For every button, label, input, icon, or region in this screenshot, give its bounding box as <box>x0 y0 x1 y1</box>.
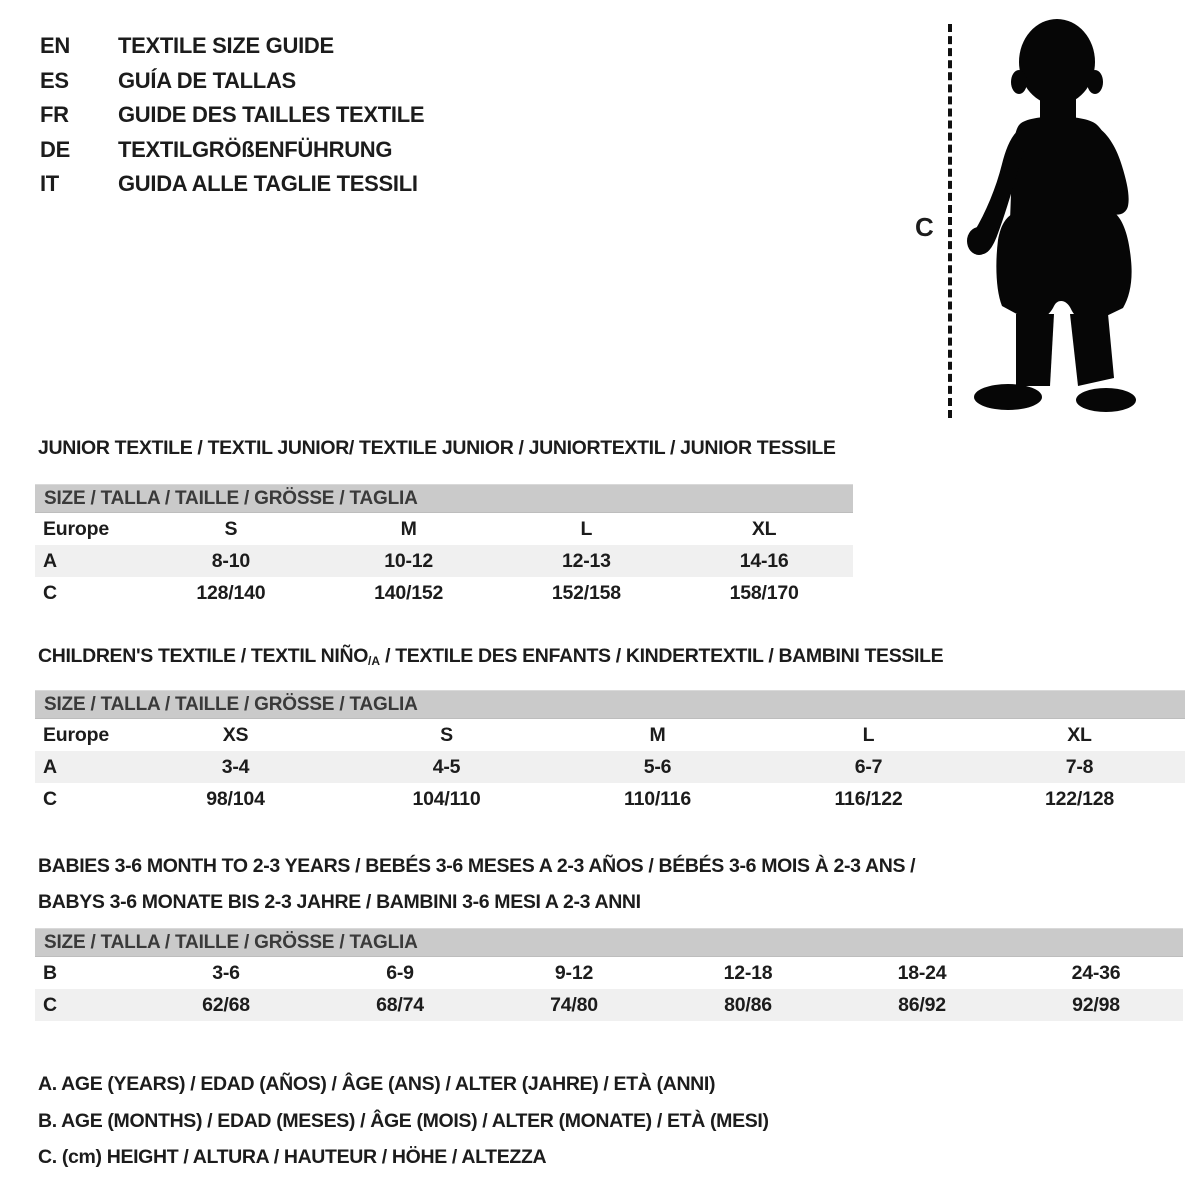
table-cell: M <box>649 723 666 746</box>
table-cell: 8-10 <box>211 549 250 572</box>
table-cell: 152/158 <box>551 581 621 604</box>
babies-title-line1: BABIES 3-6 MONTH TO 2-3 YEARS / BEBÉS 3-6 MESES A 2-3 AÑOS / BÉBÉS 3-6 MOIS À 2-3 ANS / <box>38 855 916 877</box>
junior-section-title: JUNIOR TEXTILE / TEXTIL JUNIOR/ TEXTILE JUNIOR / JUNIORTEXTIL / JUNIOR TESSILE <box>38 437 836 459</box>
table-row <box>35 751 1185 783</box>
guide-title-text: GUIDE DES TAILLES TEXTILE <box>118 102 425 128</box>
table-cell: 128/140 <box>196 581 266 604</box>
table-cell: XS <box>222 723 249 746</box>
nino-a-subscript: /A <box>368 654 381 668</box>
table-row <box>35 957 1183 989</box>
table-cell: 74/80 <box>550 993 598 1016</box>
children-section-title <box>38 645 943 668</box>
children-title-prefix: CHILDREN'S TEXTILE / TEXTIL NIÑO <box>38 645 369 667</box>
toddler-silhouette-image <box>960 16 1140 416</box>
table-cell: 116/122 <box>834 787 903 810</box>
table-row <box>35 545 853 577</box>
table-row <box>35 783 1185 815</box>
guide-title-block <box>40 29 424 202</box>
table-row <box>35 577 853 609</box>
table-cell: XL <box>1067 723 1092 746</box>
language-row <box>40 98 424 133</box>
row-label: A <box>43 755 57 778</box>
row-label: C <box>43 787 57 810</box>
language-code: IT <box>40 171 59 197</box>
language-code: DE <box>40 136 70 162</box>
row-label: B <box>43 961 57 984</box>
babies-title-line2: BABYS 3-6 MONATE BIS 2-3 JAHRE / BAMBINI 3-6 MESI A 2-3 ANNI <box>38 891 641 913</box>
table-cell: 140/152 <box>374 581 444 604</box>
row-label: C <box>43 993 57 1016</box>
table-row <box>35 719 1185 751</box>
table-cell: 92/98 <box>1072 993 1120 1016</box>
table-cell: M <box>400 517 417 540</box>
row-label: Europe <box>43 723 109 746</box>
table-cell: 12-13 <box>561 549 611 572</box>
guide-title-text: GUIDA ALLE TAGLIE TESSILI <box>118 171 418 197</box>
row-label: Europe <box>43 517 109 540</box>
table-cell: 12-18 <box>723 961 773 984</box>
table-cell: 9-12 <box>554 961 594 984</box>
table-cell: 10-12 <box>384 549 434 572</box>
language-code: EN <box>40 33 70 59</box>
babies-size-header: SIZE / TALLA / TAILLE / GRÖSSE / TAGLIA <box>35 928 1183 957</box>
table-cell: 62/68 <box>202 993 250 1016</box>
legend-line: A. AGE (YEARS) / EDAD (AÑOS) / ÂGE (ANS) / ALTER (JAHRE) / ETÀ (ANNI) <box>38 1073 716 1095</box>
language-code: FR <box>40 102 69 128</box>
table-cell: 6-7 <box>854 755 883 778</box>
table-cell: 4-5 <box>432 755 461 778</box>
table-cell: 5-6 <box>643 755 672 778</box>
table-cell: XL <box>751 517 777 540</box>
table-cell: 158/170 <box>729 581 799 604</box>
legend-block <box>38 1066 769 1176</box>
guide-title-text: GUÍA DE TALLAS <box>118 67 296 93</box>
table-row <box>35 513 853 545</box>
height-measure-label: C <box>915 212 934 242</box>
table-cell: 68/74 <box>376 993 424 1016</box>
table-cell: 3-6 <box>212 961 240 984</box>
table-cell: 104/110 <box>412 787 481 810</box>
children-title-suffix: / TEXTILE DES ENFANTS / KINDERTEXTIL / BAMBINI TESSILE <box>380 645 944 667</box>
language-row <box>40 167 424 202</box>
language-code: ES <box>40 67 69 93</box>
junior-size-header: SIZE / TALLA / TAILLE / GRÖSSE / TAGLIA <box>35 484 853 513</box>
table-cell: S <box>224 517 238 540</box>
table-cell: 80/86 <box>724 993 772 1016</box>
table-cell: 86/92 <box>898 993 946 1016</box>
table-cell: 110/116 <box>624 787 691 810</box>
table-cell: 14-16 <box>739 549 789 572</box>
children-size-table <box>35 719 1185 815</box>
table-cell: 7-8 <box>1065 755 1094 778</box>
legend-line: C. (cm) HEIGHT / ALTURA / HAUTEUR / HÖHE / ALTEZZA <box>38 1146 547 1168</box>
height-measure-line <box>948 24 952 418</box>
table-row <box>35 989 1183 1021</box>
table-cell: L <box>862 723 875 746</box>
table-cell: 98/104 <box>206 787 265 810</box>
table-cell: S <box>440 723 453 746</box>
guide-title-text: TEXTILGRÖßENFÜHRUNG <box>118 136 393 162</box>
table-cell: 18-24 <box>897 961 947 984</box>
table-cell: 3-4 <box>221 755 250 778</box>
table-cell: 122/128 <box>1044 787 1115 810</box>
legend-line: B. AGE (MONTHS) / EDAD (MESES) / ÂGE (MOIS) / ALTER (MONATE) / ETÀ (MESI) <box>38 1109 769 1132</box>
children-size-header: SIZE / TALLA / TAILLE / GRÖSSE / TAGLIA <box>35 690 1185 719</box>
row-label: A <box>43 549 57 572</box>
junior-size-table <box>35 513 853 609</box>
language-row <box>40 133 424 168</box>
babies-size-table <box>35 957 1183 1021</box>
language-row <box>40 64 424 99</box>
table-cell: 6-9 <box>386 961 414 984</box>
table-cell: L <box>580 517 593 540</box>
table-cell: 24-36 <box>1071 961 1121 984</box>
babies-section-title <box>38 848 915 920</box>
language-row <box>40 29 424 64</box>
guide-title-text: TEXTILE SIZE GUIDE <box>118 33 334 59</box>
row-label: C <box>43 581 57 604</box>
